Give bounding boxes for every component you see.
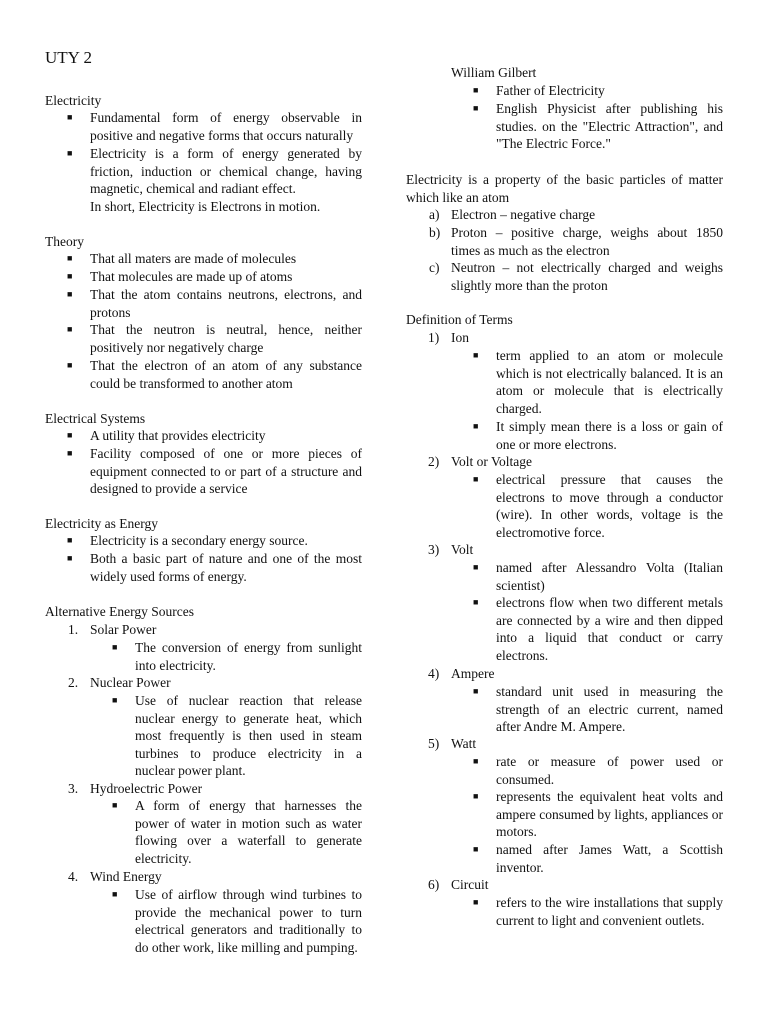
theory-item: That the neutron is neutral, hence, neither positively nor negatively charge (90, 322, 362, 355)
alt-item-title: Hydroelectric Power (90, 781, 203, 796)
alt-item-desc: Use of airflow through wind turbines to provide the mechanical power to turn electrical generators and traditionally to do other work, like milling and pumping. (135, 887, 362, 955)
list-letter: c) (429, 260, 440, 275)
term-bullet: term applied to an atom or molecule which is not electrically balanced. It is an atom or molecule that is electrically charged. (496, 348, 723, 416)
list-letter: a) (429, 207, 440, 222)
term-bullet: named after Alessandro Volta (Italian scientist) (496, 560, 723, 593)
bullet-icon: ■ (67, 271, 73, 281)
bullet-icon: ■ (473, 421, 479, 431)
alt-item-desc: A form of energy that harnesses the power of water in motion such as water flowing over a waterfall to generate electricity. (135, 798, 362, 866)
alt-item-title: Solar Power (90, 622, 157, 637)
bullet-icon: ■ (67, 430, 73, 440)
particle-item: Proton – positive charge, weighs about 1850 times as much as the electron (451, 225, 723, 258)
bullet-icon: ■ (67, 289, 73, 299)
bullet-icon: ■ (473, 474, 479, 484)
particle-item: Neutron – not electrically charged and weighs slightly more than the proton (451, 260, 723, 293)
term-title: Volt or Voltage (451, 454, 533, 469)
bullet-icon: ■ (473, 686, 479, 696)
bullet-icon: ■ (67, 148, 73, 158)
theory-item: That the electron of an atom of any substance could be transformed to another atom (90, 358, 362, 391)
term-bullet: represents the equivalent heat volts and ampere consumed by lights, appliances or motors. (496, 789, 723, 840)
alt-item-desc: Use of nuclear reaction that release nuclear energy to generate heat, which most frequently is then used in steam turbines to produce electricity in a nuclear power plant. (135, 693, 362, 779)
systems-item: Facility composed of one or more pieces of equipment connected to or part of a structure and designed to provide a service (90, 446, 362, 497)
particle-item: Electron – negative charge (451, 207, 596, 222)
list-number: 1. (68, 622, 79, 637)
term-title: Volt (451, 542, 474, 557)
bullet-icon: ■ (473, 85, 479, 95)
document-title: UTY 2 (45, 48, 93, 67)
list-letter: b) (429, 225, 441, 240)
bullet-icon: ■ (112, 800, 118, 810)
list-number: 2) (428, 454, 440, 469)
term-bullet: standard unit used in measuring the strength of an electric current, named after Andre M. Ampere. (496, 684, 723, 735)
electricity-heading: Electricity (45, 93, 102, 108)
alt-item-title: Wind Energy (90, 869, 162, 884)
theory-heading: Theory (45, 234, 84, 249)
energy-item: Electricity is a secondary energy source. (90, 533, 308, 548)
theory-item: That the atom contains neutrons, electrons, and protons (90, 287, 362, 320)
bullet-icon: ■ (112, 642, 118, 652)
term-title: Ion (451, 330, 469, 345)
theory-item: That all maters are made of molecules (90, 251, 297, 266)
list-number: 3. (68, 781, 79, 796)
particles-intro: Electricity is a property of the basic particles of matter which like an atom (406, 172, 723, 205)
systems-heading: Electrical Systems (45, 411, 146, 426)
energy-item: Both a basic part of nature and one of the most widely used forms of energy. (90, 551, 362, 584)
term-title: Watt (451, 736, 477, 751)
list-number: 6) (428, 877, 440, 892)
list-number: 4. (68, 869, 79, 884)
term-bullet: named after James Watt, a Scottish inventor. (496, 842, 723, 875)
bullet-icon: ■ (112, 695, 118, 705)
bullet-icon: ■ (112, 889, 118, 899)
term-title: Circuit (451, 877, 489, 892)
electricity-bullet-2-continuation: In short, Electricity is Electrons in motion. (90, 199, 321, 214)
list-number: 3) (428, 542, 440, 557)
term-bullet: It simply mean there is a loss or gain of one or more electrons. (496, 419, 723, 452)
bullet-icon: ■ (473, 103, 479, 113)
energy-heading: Electricity as Energy (45, 516, 158, 531)
alt-energy-heading: Alternative Energy Sources (45, 604, 194, 619)
list-number: 4) (428, 666, 440, 681)
term-bullet: rate or measure of power used or consumed. (496, 754, 723, 787)
theory-item: That molecules are made up of atoms (90, 269, 293, 284)
gilbert-item: Father of Electricity (496, 83, 605, 98)
gilbert-item: English Physicist after publishing his studies. on the "Electric Attraction", and "The Electric Force." (496, 101, 723, 152)
bullet-icon: ■ (67, 253, 73, 263)
alt-item-title: Nuclear Power (90, 675, 171, 690)
bullet-icon: ■ (67, 360, 73, 370)
bullet-icon: ■ (473, 597, 479, 607)
bullet-icon: ■ (67, 448, 73, 458)
alt-item-desc: The conversion of energy from sunlight into electricity. (135, 640, 362, 673)
systems-item: A utility that provides electricity (90, 428, 266, 443)
bullet-icon: ■ (67, 112, 73, 122)
bullet-icon: ■ (67, 535, 73, 545)
bullet-icon: ■ (473, 844, 479, 854)
bullet-icon: ■ (473, 562, 479, 572)
bullet-icon: ■ (67, 324, 73, 334)
electricity-bullet-2: Electricity is a form of energy generated by friction, induction or chemical change, having magnetic, chemical and radiant effect. (90, 146, 362, 197)
bullet-icon: ■ (473, 756, 479, 766)
bullet-icon: ■ (473, 897, 479, 907)
electricity-bullet-1: Fundamental form of energy observable in positive and negative forms that occurs naturally (90, 110, 362, 143)
term-bullet: electrical pressure that causes the electrons to move through a conductor (wire). In other words, voltage is the electromotive force. (496, 472, 723, 540)
bullet-icon: ■ (473, 791, 479, 801)
terms-heading: Definition of Terms (406, 312, 513, 327)
list-number: 2. (68, 675, 79, 690)
term-bullet: refers to the wire installations that supply current to light and convenient outlets. (496, 895, 723, 928)
list-number: 5) (428, 736, 440, 751)
term-bullet: electrons flow when two different metals are connected by a wire and then dipped into a liquid that conduct or carry electrons. (496, 595, 723, 663)
term-title: Ampere (451, 666, 495, 681)
gilbert-heading: William Gilbert (451, 65, 537, 80)
bullet-icon: ■ (67, 553, 73, 563)
list-number: 1) (428, 330, 440, 345)
bullet-icon: ■ (473, 350, 479, 360)
